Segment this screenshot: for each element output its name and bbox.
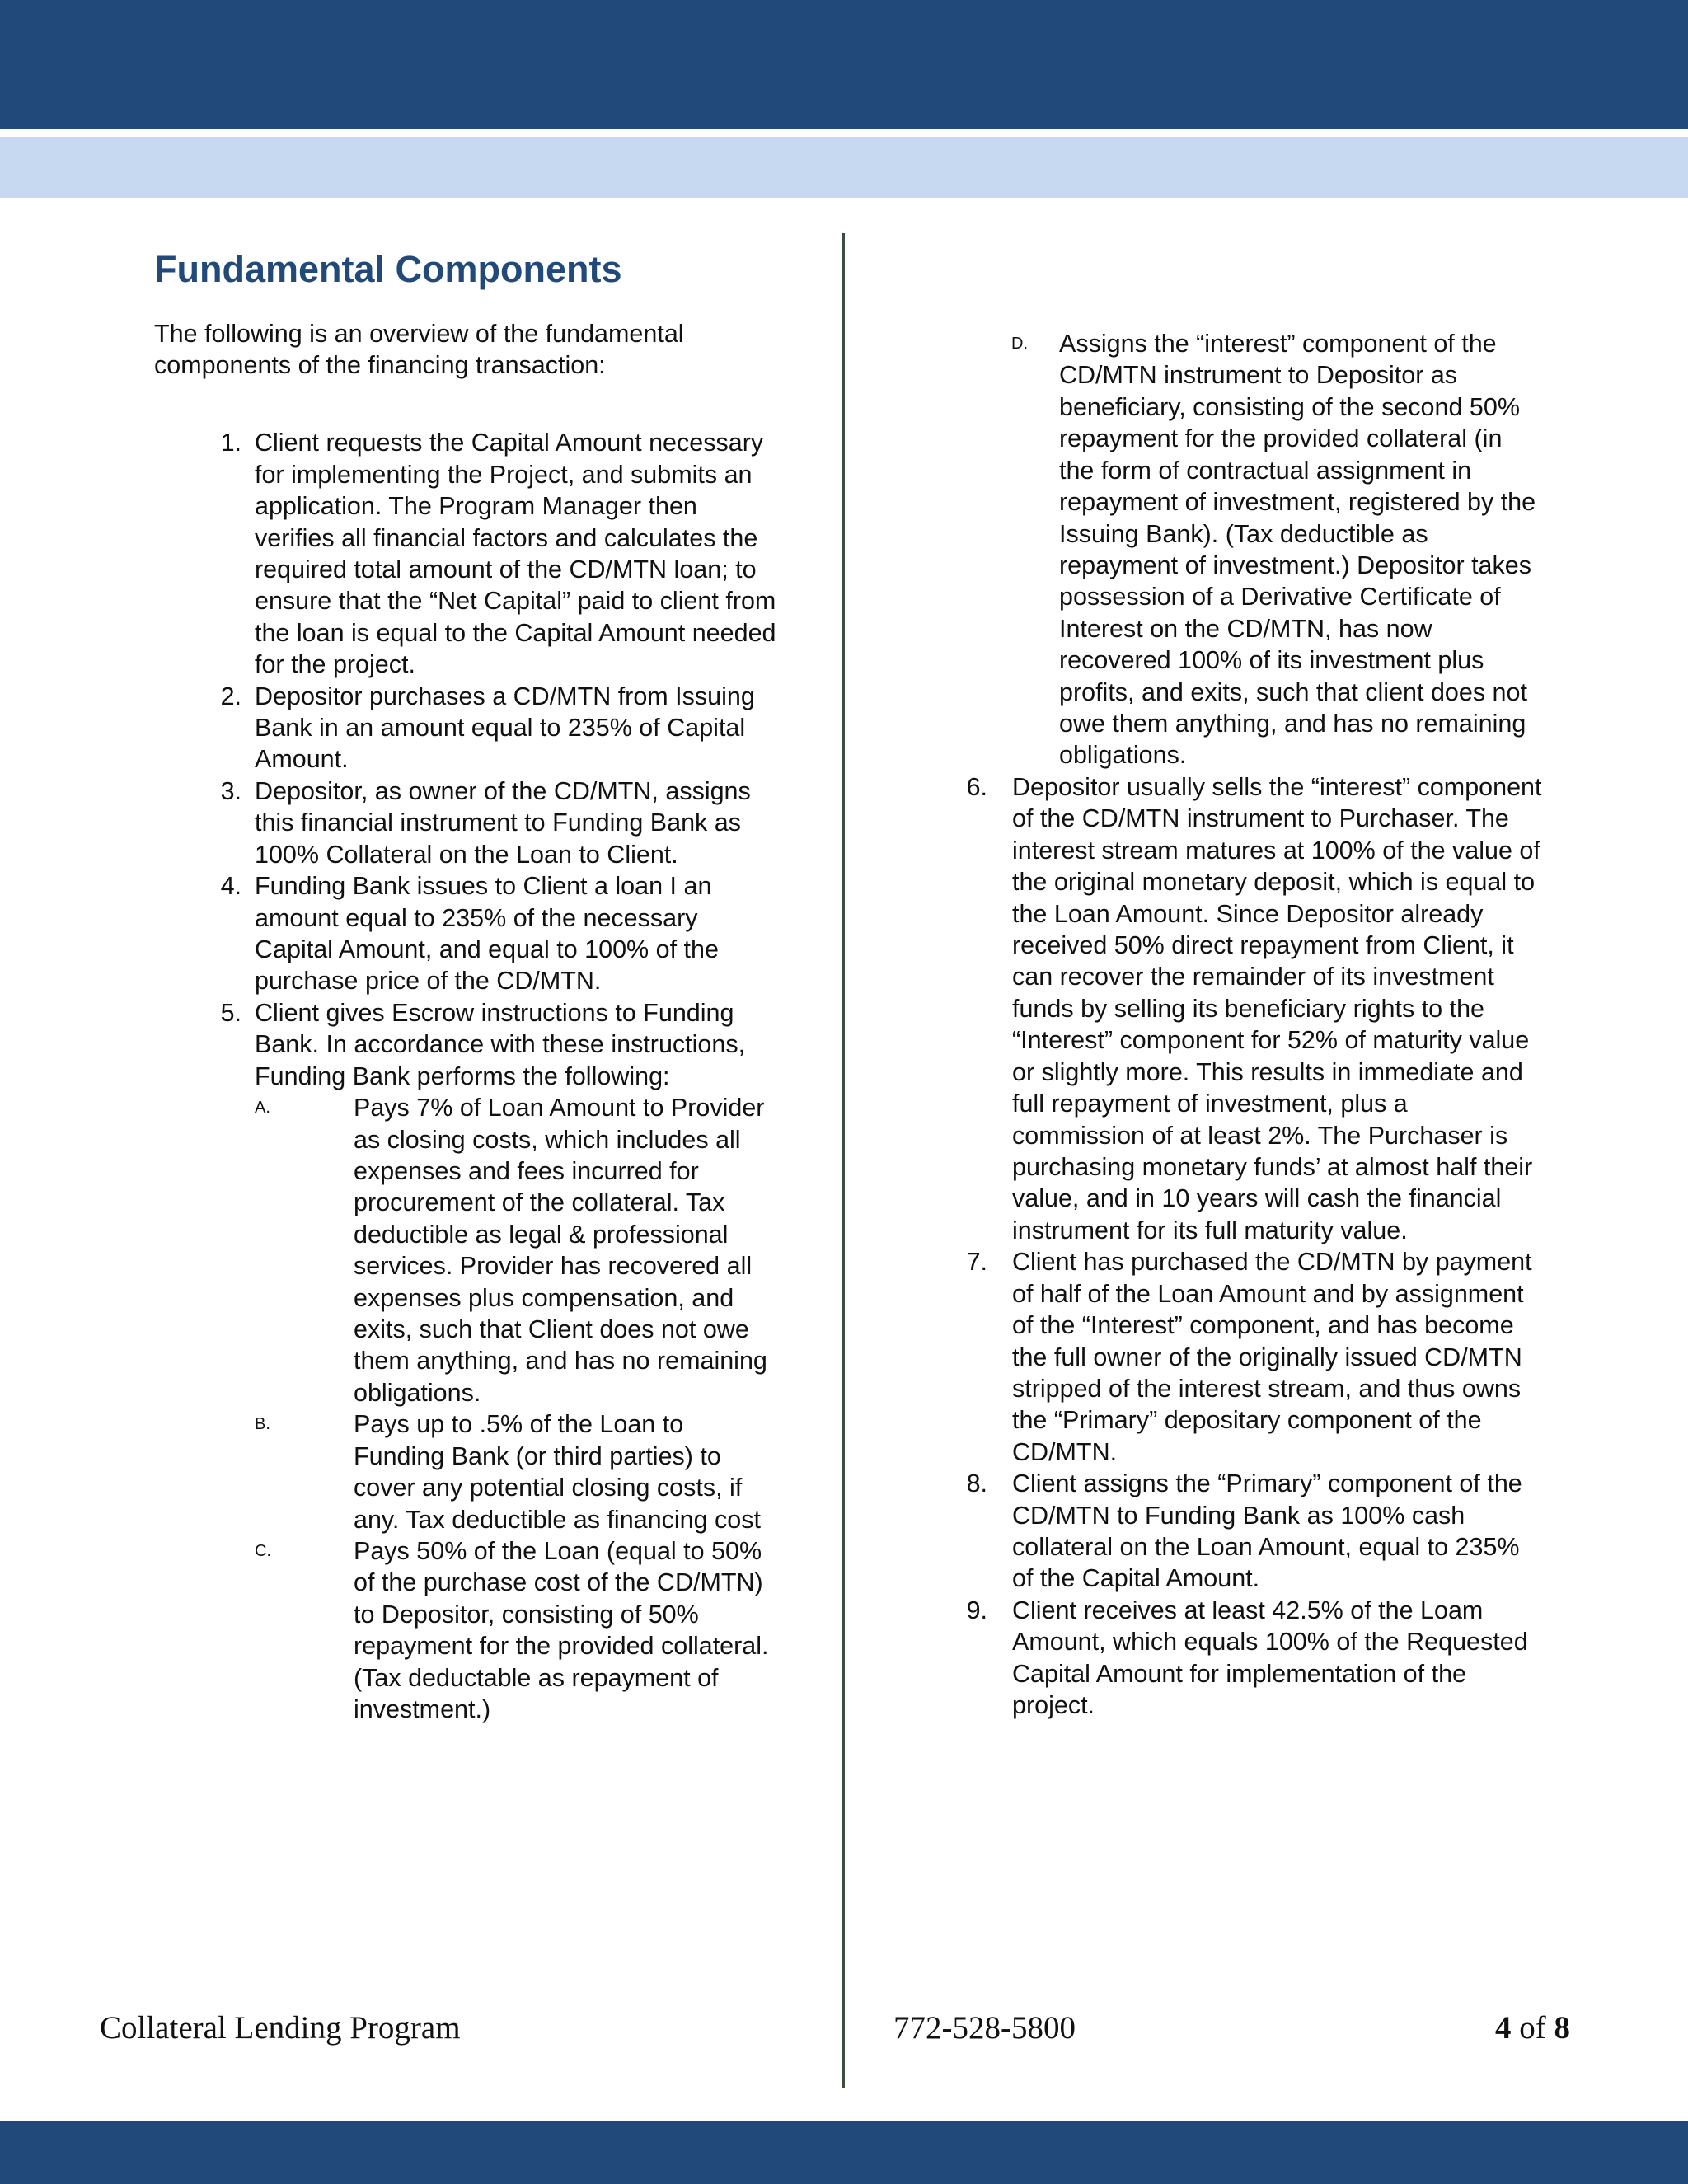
sub-list-item (255, 1535, 781, 1726)
list-item (950, 771, 1543, 1246)
left-column (154, 247, 781, 1726)
sub-item-letter: B. (255, 1415, 270, 1434)
sub-list-item (950, 328, 1543, 771)
item-number: 5. (220, 998, 241, 1027)
item-number: 3. (220, 776, 241, 805)
components-list-continued (950, 771, 1543, 1722)
item-number: 9. (966, 1596, 987, 1624)
sub-list-item (255, 1092, 781, 1408)
header-band-dark (0, 0, 1688, 129)
page-of: of (1519, 2010, 1546, 2046)
sub-item-text: Pays up to .5% of the Loan to Funding Bank (or third parties) to cover any potential closing costs, if any. Tax deductible as financing cost (354, 1410, 761, 1534)
components-list (154, 427, 781, 1725)
list-item (950, 1595, 1543, 1722)
item-text: Client gives Escrow instructions to Funding Bank. In accordance with these instructions, Funding Bank performs the following: (255, 998, 746, 1090)
item-number: 4. (220, 872, 241, 901)
sub-item-letter: D. (1011, 335, 1028, 353)
item-number: 6. (966, 772, 987, 801)
intro-paragraph: The following is an overview of the fundamental components of the financing transaction: (154, 320, 684, 380)
page-title: Fundamental Components (154, 248, 622, 290)
list-item (154, 997, 781, 1726)
list-item (154, 776, 781, 870)
footer-page-number (1495, 2009, 1570, 2046)
item-text: Client requests the Capital Amount necessary for implementing the Project, and submits an application. The Program Manager then verifies all financial factors and calculates the required total amount of the CD/MTN loan; to ensure that the “Net Capital” paid to client from the loan is equal to the Capital Amount needed for the project. (255, 429, 776, 679)
column-divider (842, 233, 845, 2088)
footer-phone: 772-528-5800 (893, 2010, 1076, 2046)
page-current: 4 (1495, 2010, 1512, 2046)
item-text: Client receives at least 42.5% of the Loam Amount, which equals 100% of the Requested Capital Amount for implementation of the project. (1012, 1596, 1528, 1720)
sub-item-text: Pays 50% of the Loan (equal to 50% of the purchase cost of the CD/MTN) to Depositor, consisting of 50% repayment for the provided collateral. (Tax deductable as repayment of investment.) (354, 1537, 769, 1724)
footer-band (0, 2121, 1688, 2184)
item-text: Depositor, as owner of the CD/MTN, assigns this financial instrument to Funding Bank as 100% Collateral on the Loan to Client. (255, 776, 751, 869)
sub-list (255, 1092, 781, 1725)
list-item (154, 427, 781, 680)
list-item (950, 1246, 1543, 1468)
sub-item-letter: A. (255, 1099, 270, 1118)
sub-item-letter: C. (255, 1542, 271, 1561)
item-number: 7. (966, 1248, 987, 1277)
item-text: Client has purchased the CD/MTN by payment of half of the Loan Amount and by assignment of the “Interest” component, and has become the full owner of the originally issued CD/MTN stripped of the interest stream, and thus owns the “Primary” depositary component of the CD/MTN. (1012, 1248, 1532, 1466)
item-number: 2. (220, 682, 241, 710)
item-text: Client assigns the “Primary” component of the CD/MTN to Funding Bank as 100% cash collateral on the Loan Amount, equal to 235% of the Capital Amount. (1012, 1469, 1522, 1593)
item-number: 1. (220, 429, 241, 457)
page-total: 8 (1554, 2010, 1570, 2046)
sub-list-item (255, 1408, 781, 1535)
item-text: Depositor usually sells the “interest” component of the CD/MTN instrument to Purchaser. The interest stream matures at 100% of the value of the original monetary deposit, which is equal to the Loan Amount. Since Depositor already received 50% direct repayment from Client, it can recover the remainder of its investment funds by selling its beneficiary rights to the “Interest” component for 52% of maturity value or slightly more. This results in immediate and full repayment of investment, plus a commission of at least 2%. The Purchaser is purchasing monetary funds’ at almost half their value, and in 10 years will cash the financial instrument for its full maturity value. (1012, 772, 1542, 1244)
sub-item-text: Pays 7% of Loan Amount to Provider as closing costs, which includes all expenses and fees incurred for procurement of the collateral. Tax deductible as legal & professional services. Provider has recovered all expenses plus compensation, and exits, such that Client does not owe them anything, and has no remaining obligations. (354, 1094, 767, 1407)
list-item (950, 1468, 1543, 1595)
item-number: 8. (966, 1469, 987, 1498)
right-column (950, 328, 1543, 1722)
list-item (154, 681, 781, 776)
item-text: Depositor purchases a CD/MTN from Issuing Bank in an amount equal to 235% of Capital Amount. (255, 682, 755, 774)
sub-item-text: Assigns the “interest” component of the CD/MTN instrument to Depositor as beneficiary, consisting of the second 50% repayment for the provided collateral (in the form of contractual assignment in repayment of investment, registered by the Issuing Bank). (Tax deductible as repayment of investment.) Depositor takes possession of a Derivative Certificate of Interest on the CD/MTN, has now recovered 100% of its investment plus profits, and exits, such that client does not owe them anything, and has no remaining obligations. (1059, 330, 1536, 770)
footer-program-title: Collateral Lending Program (100, 2010, 461, 2046)
item-text: Funding Bank issues to Client a loan I an amount equal to 235% of the necessary Capital Amount, and equal to 100% of the purchase price of the CD/MTN. (255, 872, 719, 996)
header-band-light (0, 137, 1688, 198)
list-item (154, 870, 781, 997)
